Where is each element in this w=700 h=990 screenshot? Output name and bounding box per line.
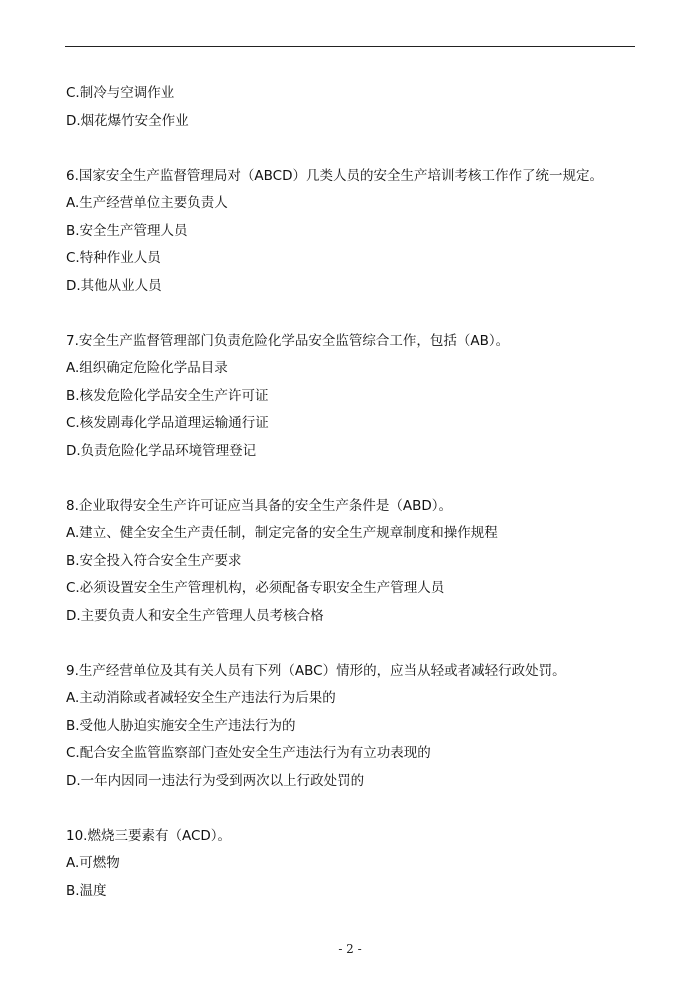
question-stem: 7.安全生产监督管理部门负责危险化学品安全监管综合工作，包括（AB）。 bbox=[66, 332, 510, 349]
option-line: C.配合安全监管监察部门查处安全生产违法行为有立功表现的 bbox=[66, 745, 431, 761]
question-stem: 6.国家安全生产监督管理局对（ABCD）几类人员的安全生产培训考核工作作了统一规定。 bbox=[66, 167, 603, 184]
question-6 bbox=[66, 163, 636, 301]
carryover-options bbox=[66, 80, 636, 135]
option-line: A.组织确定危险化学品目录 bbox=[66, 360, 228, 376]
question-9 bbox=[66, 658, 636, 796]
spacer bbox=[66, 135, 636, 163]
question-stem: 8.企业取得安全生产许可证应当具备的安全生产条件是（ABD）。 bbox=[66, 497, 453, 514]
question-stem: 10.燃烧三要素有（ACD）。 bbox=[66, 827, 232, 844]
question-stem: 9.生产经营单位及其有关人员有下列（ABC）情形的，应当从轻或者减轻行政处罚。 bbox=[66, 662, 566, 679]
option-line: A.可燃物 bbox=[66, 855, 120, 871]
option-line: C.特种作业人员 bbox=[66, 250, 161, 266]
option-line: B.安全生产管理人员 bbox=[66, 222, 188, 239]
option-line: C.制冷与空调作业 bbox=[66, 85, 175, 101]
option-line: A.建立、健全安全生产责任制，制定完备的安全生产规章制度和操作规程 bbox=[66, 525, 498, 541]
page-content bbox=[66, 80, 636, 905]
option-line: B.安全投入符合安全生产要求 bbox=[66, 552, 242, 569]
option-line: D.一年内因同一违法行为受到两次以上行政处罚的 bbox=[66, 772, 365, 789]
option-line: D.烟花爆竹安全作业 bbox=[66, 112, 189, 129]
question-8 bbox=[66, 493, 636, 631]
spacer bbox=[66, 795, 636, 823]
option-line: B.温度 bbox=[66, 882, 107, 899]
option-line: D.其他从业人员 bbox=[66, 277, 162, 294]
question-10 bbox=[66, 823, 636, 906]
option-line: C.必须设置安全生产管理机构，必须配备专职安全生产管理人员 bbox=[66, 580, 445, 596]
spacer bbox=[66, 300, 636, 328]
header-rule bbox=[65, 46, 635, 47]
option-line: B.核发危险化学品安全生产许可证 bbox=[66, 387, 269, 404]
page-number: - 2 - bbox=[338, 942, 362, 956]
question-7 bbox=[66, 328, 636, 466]
option-line: A.生产经营单位主要负责人 bbox=[66, 195, 228, 211]
spacer bbox=[66, 630, 636, 658]
option-line: B.受他人胁迫实施安全生产违法行为的 bbox=[66, 717, 296, 734]
option-line: D.负责危险化学品环境管理登记 bbox=[66, 442, 257, 459]
spacer bbox=[66, 465, 636, 493]
option-line: D.主要负责人和安全生产管理人员考核合格 bbox=[66, 607, 324, 624]
option-line: C.核发剧毒化学品道理运输通行证 bbox=[66, 415, 269, 431]
option-line: A.主动消除或者减轻安全生产违法行为后果的 bbox=[66, 690, 336, 706]
